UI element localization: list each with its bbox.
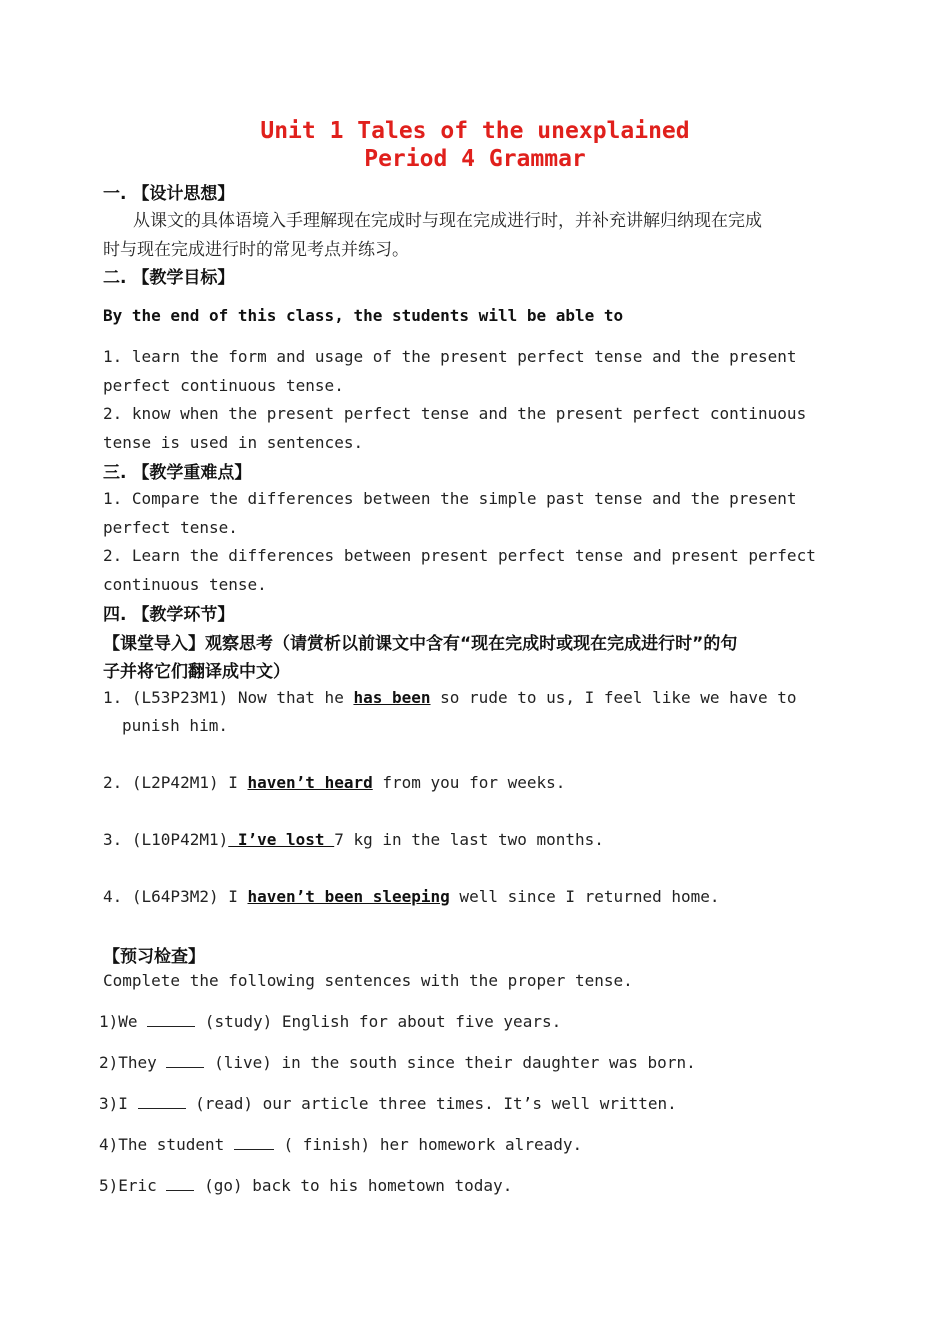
section-heading-design: 一. 【设计思想】 [103,184,235,204]
example-1-suffix: so rude to us, I feel like we have to [430,688,797,707]
example-4-prefix: 4. (L64P3M2) I [103,887,248,906]
example-3-suffix: 7 kg in the last two months. [334,830,604,849]
example-1-highlight: has been [353,688,431,707]
key-point-1-line2: perfect tense. [103,518,238,537]
exercise-item-5 [99,1176,512,1195]
exercise-2-blank[interactable] [166,1053,204,1068]
preview-instruction: Complete the following sentences with the proper tense. [103,971,633,990]
example-4-highlight: haven’t been sleeping [247,887,450,906]
exercise-item-4 [99,1135,582,1154]
lead-in-line1: 【课堂导入】观察思考（请赏析以前课文中含有“现在完成时或现在完成进行时”的句 [103,634,738,654]
doc-title-line2: Period 4 Grammar [364,146,586,172]
example-sentence-3 [103,830,604,849]
section-heading-procedure: 四. 【教学环节】 [103,605,235,625]
preview-heading: 【预习检查】 [103,947,205,967]
key-point-1-line1: 1. Compare the differences between the simple past tense and the present [103,489,797,508]
example-2-highlight: haven’t heard [247,773,373,792]
exercise-item-3 [99,1094,677,1113]
section-heading-key-points: 三. 【教学重难点】 [103,463,252,483]
example-4-suffix: well since I returned home. [449,887,720,906]
objective-2-line1: 2. know when the present perfect tense and the present perfect continuous [103,404,807,423]
lead-in-line2: 子并将它们翻译成中文） [103,662,290,682]
example-sentence-2 [103,773,565,792]
exercise-2-suffix: (live) in the south since their daughter was born. [204,1053,696,1072]
exercise-4-prefix: 4)The student [99,1135,234,1154]
objectives-intro: By the end of this class, the students will be able to [103,306,624,325]
exercise-5-blank[interactable] [166,1176,194,1191]
example-3-highlight: I’ve lost [228,830,335,849]
exercise-5-suffix: (go) back to his hometown today. [194,1176,513,1195]
exercise-4-suffix: ( finish) her homework already. [273,1135,583,1154]
exercise-1-prefix: 1)We [99,1012,148,1031]
exercise-1-suffix: (study) English for about five years. [195,1012,562,1031]
exercise-2-prefix: 2)They [99,1053,167,1072]
key-point-2-line2: continuous tense. [103,575,267,594]
example-3-prefix: 3. (L10P42M1) [103,830,229,849]
design-text-line1: 从课文的具体语境入手理解现在完成时与现在完成进行时，并补充讲解归纳现在完成 [133,211,762,231]
example-1-continuation: punish him. [122,716,228,735]
design-text-line2: 时与现在完成进行时的常见考点并练习。 [103,240,409,260]
example-sentence-4 [103,887,720,906]
example-2-suffix: from you for weeks. [372,773,566,792]
objective-2-line2: tense is used in sentences. [103,433,364,452]
exercise-item-2 [99,1053,696,1072]
exercise-3-blank[interactable] [138,1094,186,1109]
exercise-5-prefix: 5)Eric [99,1176,167,1195]
doc-title-line1: Unit 1 Tales of the unexplained [260,118,690,144]
key-point-2-line1: 2. Learn the differences between present perfect tense and present perfect [103,546,816,565]
exercise-3-prefix: 3)I [99,1094,138,1113]
objective-1-line2: perfect continuous tense. [103,376,344,395]
example-sentence-1 [103,688,797,707]
section-heading-objectives: 二. 【教学目标】 [103,268,235,288]
exercise-item-1 [99,1012,561,1031]
exercise-3-suffix: (read) our article three times. It’s well written. [185,1094,677,1113]
example-2-prefix: 2. (L2P42M1) I [103,773,248,792]
exercise-1-blank[interactable] [147,1012,195,1027]
objective-1-line1: 1. learn the form and usage of the present perfect tense and the present [103,347,797,366]
example-1-prefix: 1. (L53P23M1) Now that he [103,688,354,707]
exercise-4-blank[interactable] [234,1135,274,1150]
